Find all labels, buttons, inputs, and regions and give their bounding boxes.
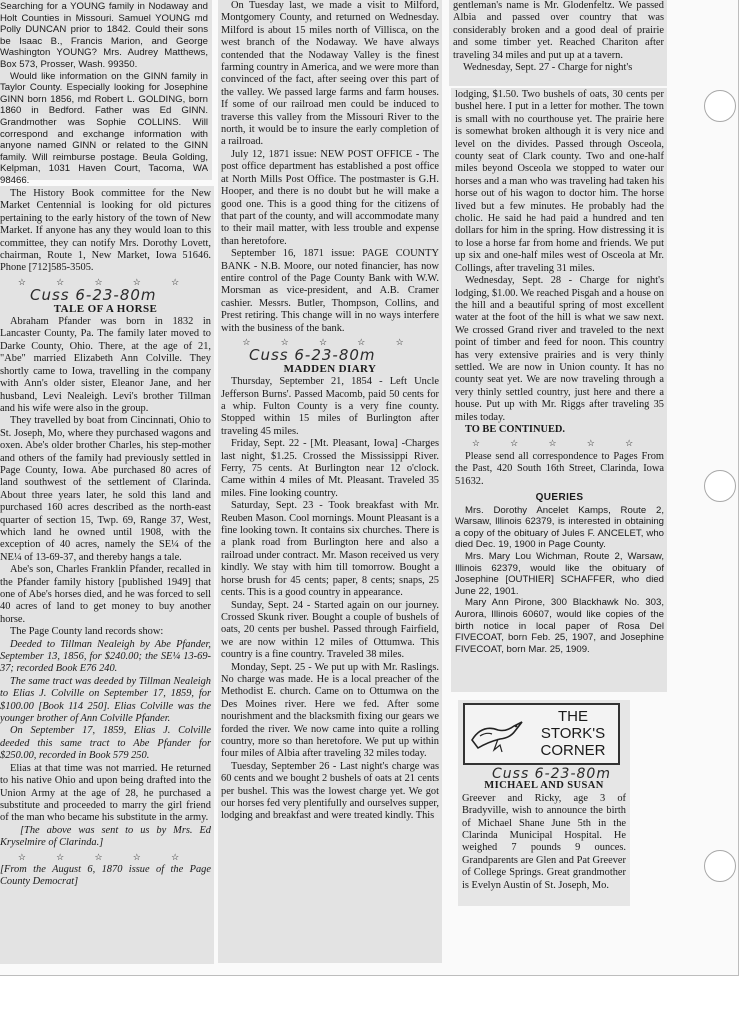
query-item: Mrs. Dorothy Ancelet Kamps, Route 2, Warsaw, Illinois 62379, is interested in obtaining a copy of the obituary of Jules F. ANCELET, who died Dec. 19, 1900 in Page County. — [455, 504, 664, 551]
diary-entry: Thursday, September 21, 1854 - Left Uncle Jefferson Burns'. Passed Macomb, paid 50 cents for a whip. Fulton County is a very fine county. Stopped within 15 miles of Burlington after traveling 45 miles. — [221, 376, 439, 437]
land-record: On September 17, 1859, Elias J. Colville deeded this same tract to Abe Pfander for $250.00, recorded in Book 579 250. — [0, 725, 211, 762]
bank-paragraph: September 16, 1871 issue: PAGE COUNTY BANK - N.B. Moore, our noted financier, has now entire control of the Page County Bank with W.W. Morsman as vice-president, and A.B. Cramer cashier. Messrs. Butler, Thompson, Collins, and Prest retiring. This change will in no ways interfere with the business of the bank. — [221, 248, 439, 334]
diary-entry: Sunday, Sept. 24 - Started again on our journey. Crossed Skunk river. Bought a couple of bushels of oats, 20 cents per bushel. Passed through Fairfield, we are now within 12 miles of Ottumwa. This country is a fine country. Traveled 38 miles. — [221, 599, 439, 661]
diary-entry: Wednesday, Sept. 28 - Charge for night's lodging, $1.00. We reached Pisgah and a house on the hill and a beautiful spring of most excellent water at the foot of the hill is what we saw next. We crossed Grand river and traveled to the next point of timber and feed for noon. This country has very extensive prairies and is very thinly settled. We are now in Union county. It has no county seat yet. We are now traveling through a very thinly settled country, just here and there a house. Put up with Mr. Riggs after traveling 35 miles today. — [455, 275, 664, 423]
divider-stars: ☆ ☆ ☆ ☆ ☆ — [17, 851, 194, 862]
clipping-tale-of-a-horse — [0, 186, 214, 964]
birth-announcement: Greever and Ricky, age 3 of Bradyville, wish to announce the birth of Michael Shane June 5th in the Clarinda Municipal Hospital. He weighed 7 pounds 9 ounces. Grandparents are Glen and Pat Greever of College Springs. Great grandmother is Evelyn Austin of St. Joseph, Mo. — [462, 792, 626, 891]
to-be-continued: TO BE CONTINUED. — [465, 423, 565, 435]
query-item: Mary Ann Pirone, 300 Blackhawk No. 303, Aurora, Illinois 60607, would like copies of the birth notice in local paper of Rosa Del FIVECOAT, born Feb. 25, 1907, and Josephine FIVECOAT, born Mar. 25, 1909. — [455, 597, 664, 655]
clipping-milford-and-madden-diary — [218, 0, 442, 963]
query-ginn: Would like information on the GINN family in Taylor County. Especially looking for Josephine GINN born 1856, md Robert L. GOLDING, born 1860 in Bedford. Father was Ed GINN. Grandmother was Sophie COLLINS. Will correspond and exchange information with anyone named GINN or related to the GINN family. Will reimburse postage. Beula Golding, Kelpman, 1031 Haven Court, Tacoma, WA 98466. — [0, 70, 208, 186]
tale-paragraph: They travelled by boat from Cincinnati, Ohio to St. Joseph, Mo, where they purchased wagons and oxen. Abe's older brother Charles, his step-mother and others of the family had previously settled in Page County, Iowa. Abe purchased 80 acres of land southwest of the settlement of Clarinda. About three years later, he sold this land and purchased 160 acres described as the north-east quarter of section 15, Twp. 69, Range 37, West, which land he owned until 1908, with the exception of 40 acres, namely the SE¼ of the NE¼ of 13-69-37, and thereby hangs a tale. — [0, 415, 211, 563]
diary-entry: Saturday, Sept. 23 - Took breakfast with Mr. Reuben Mason. Cool mornings. Mount Pleasant is a fine looking town. It contains six churches. There is a plank road from Burlington here and also a railroad under contract. Mr. Mason received us very kindly. We stay with him till tomorrow. Bought a horse brush for 45 cents; paper, 8 cents; snaps, 25 cents. This is a good country in appearance. — [221, 500, 439, 599]
tale-title: TALE OF A HORSE — [53, 302, 158, 315]
clipping-searching — [0, 0, 212, 186]
tale-paragraph: The Page County land records show: — [10, 626, 164, 638]
binder-hole-bottom — [704, 850, 736, 882]
divider-stars: ☆ ☆ ☆ ☆ ☆ — [471, 438, 648, 449]
milford-paragraph: On Tuesday last, we made a visit to Milford, Montgomery County, and returned on Wednesday. Milford is about 15 miles north of Villisca, on the west branch of the Nodaway. We have always contended that the Nodaway Valley is the finest farming country in America, and we were more than convinced of the fact, after seeing over this part of the valley. We passed large farms and farm houses. If some of our railroad men could be induced to traverse this valley from the Missouri River to the north, it would be to insure the early completion of a railroad. — [221, 0, 439, 148]
diary-entry: Tuesday, September 26 - Last night's charge was 60 cents and we bought 2 bushels of oats at 21 cents per bushel. This was the lowest charge yet. We got our horses fed very plentifully and ourselves supper, lodging and breakfast and were treated kindly. This — [221, 760, 439, 822]
tale-paragraph: Abraham Pfander was born in 1832 in Lancaster County, Pa. The family later moved to Darke County, Ohio. There, at the age of 21, "Abe" married Elizabeth Ann Colville. They shortly came to Iowa, travelling in the company with Ann's older sister, Eleanor Jane, and her husband, Levi Nealeigh. Levi's brother Tillman and his wife were also in the group. — [0, 316, 211, 414]
binder-hole-top — [704, 90, 736, 122]
tale-closing: Elias at that time was not married. He returned to his native Ohio and upon being drafted into the Union Army at the age of 28, he purchased a substitute and proceeded to marry the girl friend of the man who became his substitute in the army. — [0, 762, 211, 824]
storks-corner-title: THE STORK'S CORNER — [540, 708, 606, 759]
handwritten-date: Cuss 6-23-80m — [30, 286, 157, 305]
send-correspondence: Please send all correspondence to Pages From the Past, 420 South 16th Street, Clarinda, Iowa 51632. — [455, 450, 664, 487]
binder-hole-middle — [704, 470, 736, 502]
clipping-diary-and-queries — [451, 88, 667, 692]
diary-entry-head: Wednesday, Sept. 27 - Charge for night's — [463, 62, 633, 74]
diary-title: MADDEN DIARY — [283, 362, 377, 375]
diary-continuation: gentleman's name is Mr. Glodenfeltz. We passed Albia and passed over country that was considerably broken and a good deal of prairie and some timber yet. Reached Chariton after traveling 34 miles and put up at a tavern. — [453, 0, 664, 61]
queries-title: QUERIES — [535, 492, 584, 503]
diary-entry: Monday, Sept. 25 - We put up with Mr. Raslings. No charge was made. He is a local preacher of the Methodist E. church. Came on to Ottumwa on the Des Moines river. Here we fed. After some nourishment and the blacksmith fixing our gears we forded the river. We now came into quite a rolling country, more so than heretofore. We put up within four miles of Albia after traveling 32 miles today. — [221, 661, 439, 760]
query-item: Mrs. Mary Lou Wichman, Route 2, Warsaw, Illinois 62379, would like the obituary of Josephine [OUTHIER] SCHAFFER, who died June 22, 1901. — [455, 550, 664, 597]
clipping-diary-continued — [449, 0, 667, 86]
divider-stars: ☆ ☆ ☆ ☆ ☆ — [17, 276, 194, 287]
stork-icon — [468, 714, 526, 754]
tale-source: [From the August 6, 1870 issue of the Page County Democrat] — [0, 863, 211, 888]
diary-entry: lodging, $1.50. Two bushels of oats, 30 cents per bushel here. I put in a letter for mother. The town is small with no courthouse yet. The prairie here is somewhat broken although it is very nice and level on the divides. Passed through Osceola, county seat of Clark county. Two and one-half miles beyond Osceola we stopped to water our horses and a man who was traveling had taken his horse out of his wagon to doctor him. The horse lived but a few minutes. He probably had the cholic. He said he had paid a hundred and ten dollars for him in the spring. How distressing it is to lose a horse far from home and friends. We put up six and one-half miles west of Osceola at Mr. Collings, after traveling 31 miles. — [455, 89, 664, 274]
divider-stars: ☆ ☆ ☆ ☆ ☆ — [242, 336, 418, 347]
tale-credit: [The above was sent to us by Mrs. Ed Kryselmire of Clarinda.] — [0, 824, 211, 849]
handwritten-date: Cuss 6-23-80m — [249, 346, 376, 365]
query-young: Searching for a YOUNG family in Nodaway and Holt Counties in Missouri. Samuel YOUNG md Polly DUNCAN prior to 1842. Could their sons be Isaac B., Francis Marion, and George Washington YOUNG? Mrs. Audrey Matthews, Box 573, Prosser, Wash. 99350. — [0, 1, 208, 70]
post-office-paragraph: July 12, 1871 issue: NEW POST OFFICE - The post office department has established a post office at North Mills Post Office. The postmaster is G.H. Hooper, and there is no doubt but he will make a good one. This is a good thing for the citizens of that part of the county, and will accommodate many to their mail matter, with less trouble and expense than heretofore. — [221, 148, 439, 247]
birth-names: MICHAEL AND SUSAN — [484, 780, 604, 792]
land-record: The same tract was deeded by Tillman Nealeigh to Elias J. Colville on September 17, 1859, for $100.00 [Book 114 250]. Elias Colville was the younger brother of Ann Colville Pfander. — [0, 675, 211, 725]
handwritten-date: Cuss 6-23-80m — [492, 766, 611, 782]
storks-corner-logo — [463, 703, 620, 765]
history-book-notice: The History Book committee for the New Market Centennial is looking for old pictures pertaining to the early history of the town of New Market. If anyone has any they would loan to this committee, they can notify Mrs. Dorothy Lovett, chairman, Route 1, New Market, Iowa 51646. Phone [712]585-3505. — [0, 188, 211, 274]
tale-paragraph: Abe's son, Charles Franklin Pfander, recalled in the Pfander family history [published 1949] that one of Abe's horses died, and he was forced to sell 40 acres of land to get money to buy another horse. — [0, 564, 211, 625]
land-record: Deeded to Tillman Nealeigh by Abe Pfander, September 13, 1856, for $240.00; the SE¼ 13-69-37; recorded Book E76 240. — [0, 638, 211, 675]
diary-entry: Friday, Sept. 22 - [Mt. Pleasant, Iowa] -Charges last night, $1.25. Crossed the Mississippi River. Ferry, 75 cents. At Burlington near 12 o'clock. Came within 4 miles of Mt. Pleasant. Traveled 35 miles. Fine looking country. — [221, 438, 439, 499]
